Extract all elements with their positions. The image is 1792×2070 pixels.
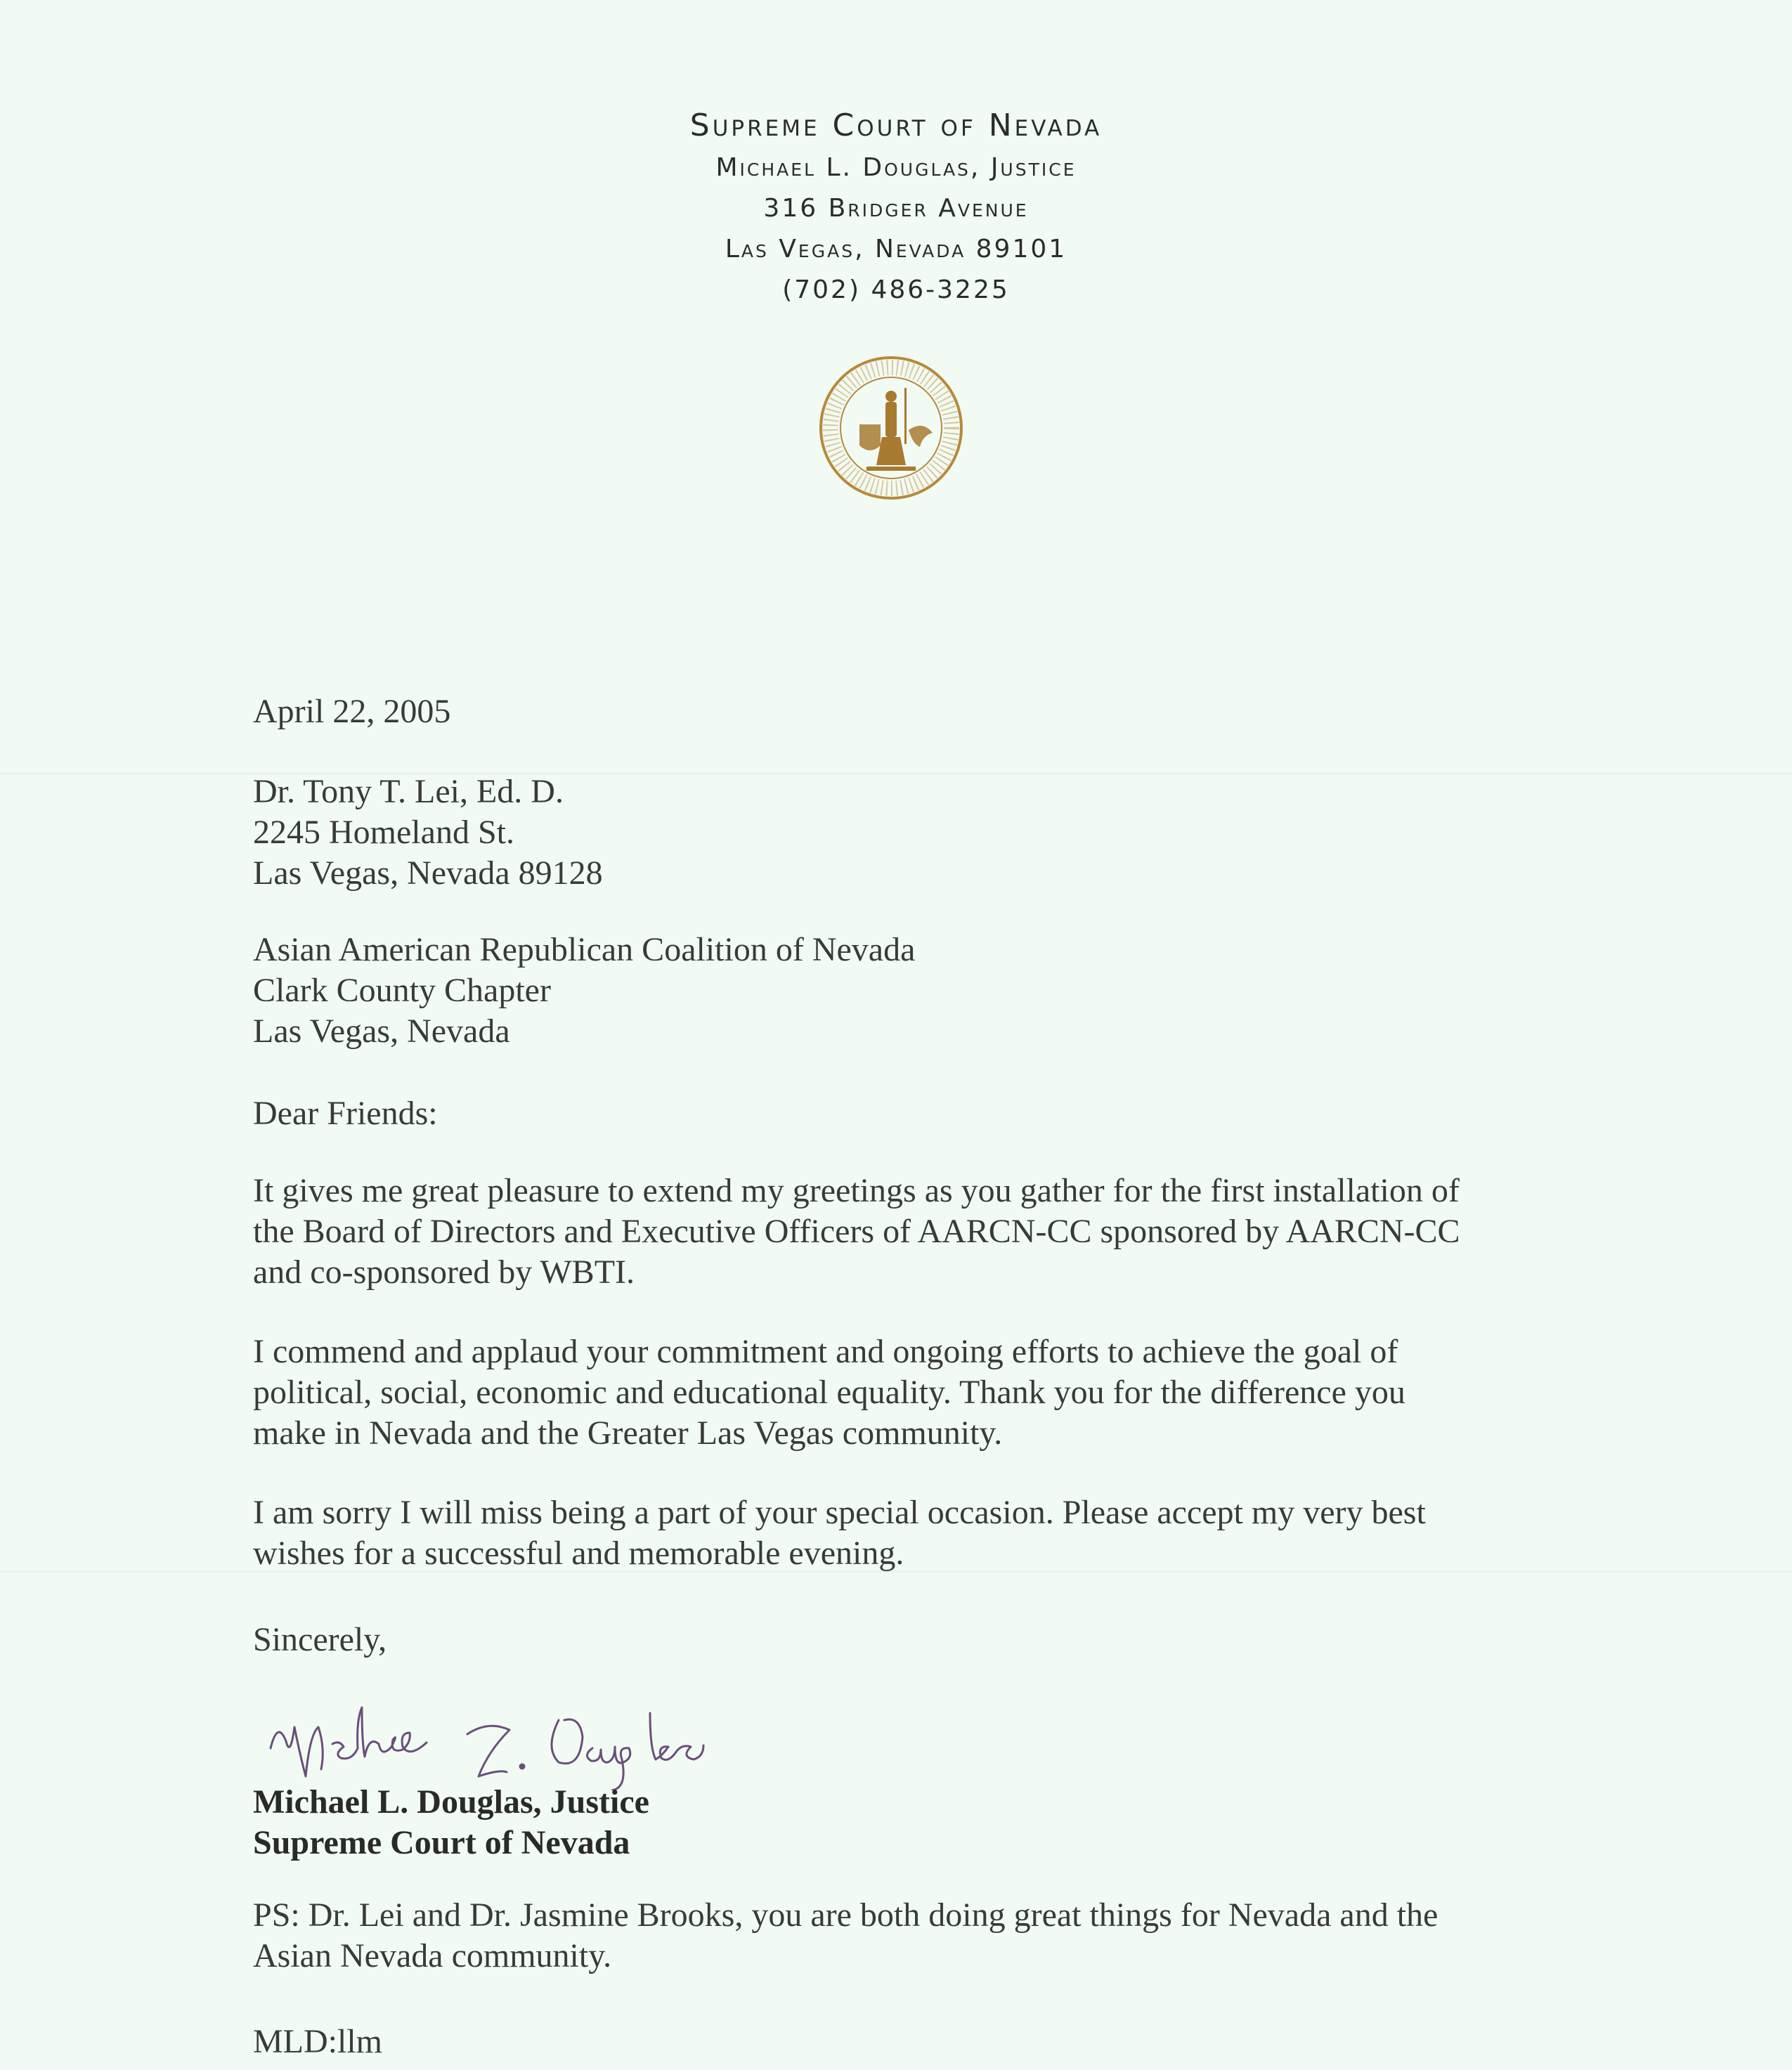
signer-name: Michael L. Douglas, Justice — [253, 1783, 649, 1821]
paragraph-line: the Board of Directors and Executive Officers of AARCN-CC sponsored by AARCN-CC — [253, 1213, 1460, 1250]
signature-block — [253, 1782, 1588, 1863]
court-seal-icon — [817, 354, 965, 502]
phone-number: (702) 486-3225 — [782, 275, 1010, 304]
salutation: Dear Friends: — [253, 1095, 438, 1132]
city-address: Las Vegas, Nevada 89101 — [725, 235, 1067, 263]
signer-title: Supreme Court of Nevada — [253, 1824, 630, 1861]
paragraph — [253, 1171, 1588, 1293]
paragraph-line: It gives me great pleasure to extend my greetings as you gather for the first installation of — [253, 1172, 1460, 1209]
street-address: 316 Bridger Avenue — [763, 194, 1029, 223]
paragraph — [253, 1332, 1588, 1454]
court-name: Supreme Court of Nevada — [689, 108, 1103, 143]
organization-address — [253, 930, 1588, 1052]
recipient-name: Dr. Tony T. Lei, Ed. D. — [253, 773, 564, 810]
recipient-address — [253, 772, 1588, 894]
paragraph-line: wishes for a successful and memorable evening. — [253, 1535, 904, 1572]
recipient-street: 2245 Homeland St. — [253, 814, 514, 851]
paragraph-line: political, social, economic and educational equality. Thank you for the difference you — [253, 1374, 1405, 1411]
letterhead — [0, 104, 1792, 311]
closing: Sincerely, — [253, 1621, 387, 1658]
date: April 22, 2005 — [253, 693, 451, 730]
organization-city: Las Vegas, Nevada — [253, 1013, 510, 1050]
recipient-city: Las Vegas, Nevada 89128 — [253, 854, 603, 892]
handwritten-signature — [257, 1692, 791, 1790]
justice-name: Michael L. Douglas, Justice — [715, 153, 1077, 182]
organization-chapter: Clark County Chapter — [253, 972, 551, 1009]
initials: MLD:llm — [253, 2023, 383, 2060]
paragraph-line: I commend and applaud your commitment and ongoing efforts to achieve the goal of — [253, 1333, 1398, 1370]
paragraph-line: make in Nevada and the Greater Las Vegas community. — [253, 1414, 1003, 1452]
paragraph-line: and co-sponsored by WBTI. — [253, 1254, 635, 1291]
postscript-line: PS: Dr. Lei and Dr. Jasmine Brooks, you are both doing great things for Nevada and the — [253, 1896, 1439, 1934]
postscript — [253, 1895, 1588, 1977]
paragraph — [253, 1492, 1588, 1574]
postscript-line: Asian Nevada community. — [253, 1937, 612, 1974]
organization-name: Asian American Republican Coalition of Nevada — [253, 931, 916, 968]
paragraph-line: I am sorry I will miss being a part of your special occasion. Please accept my very best — [253, 1494, 1426, 1531]
